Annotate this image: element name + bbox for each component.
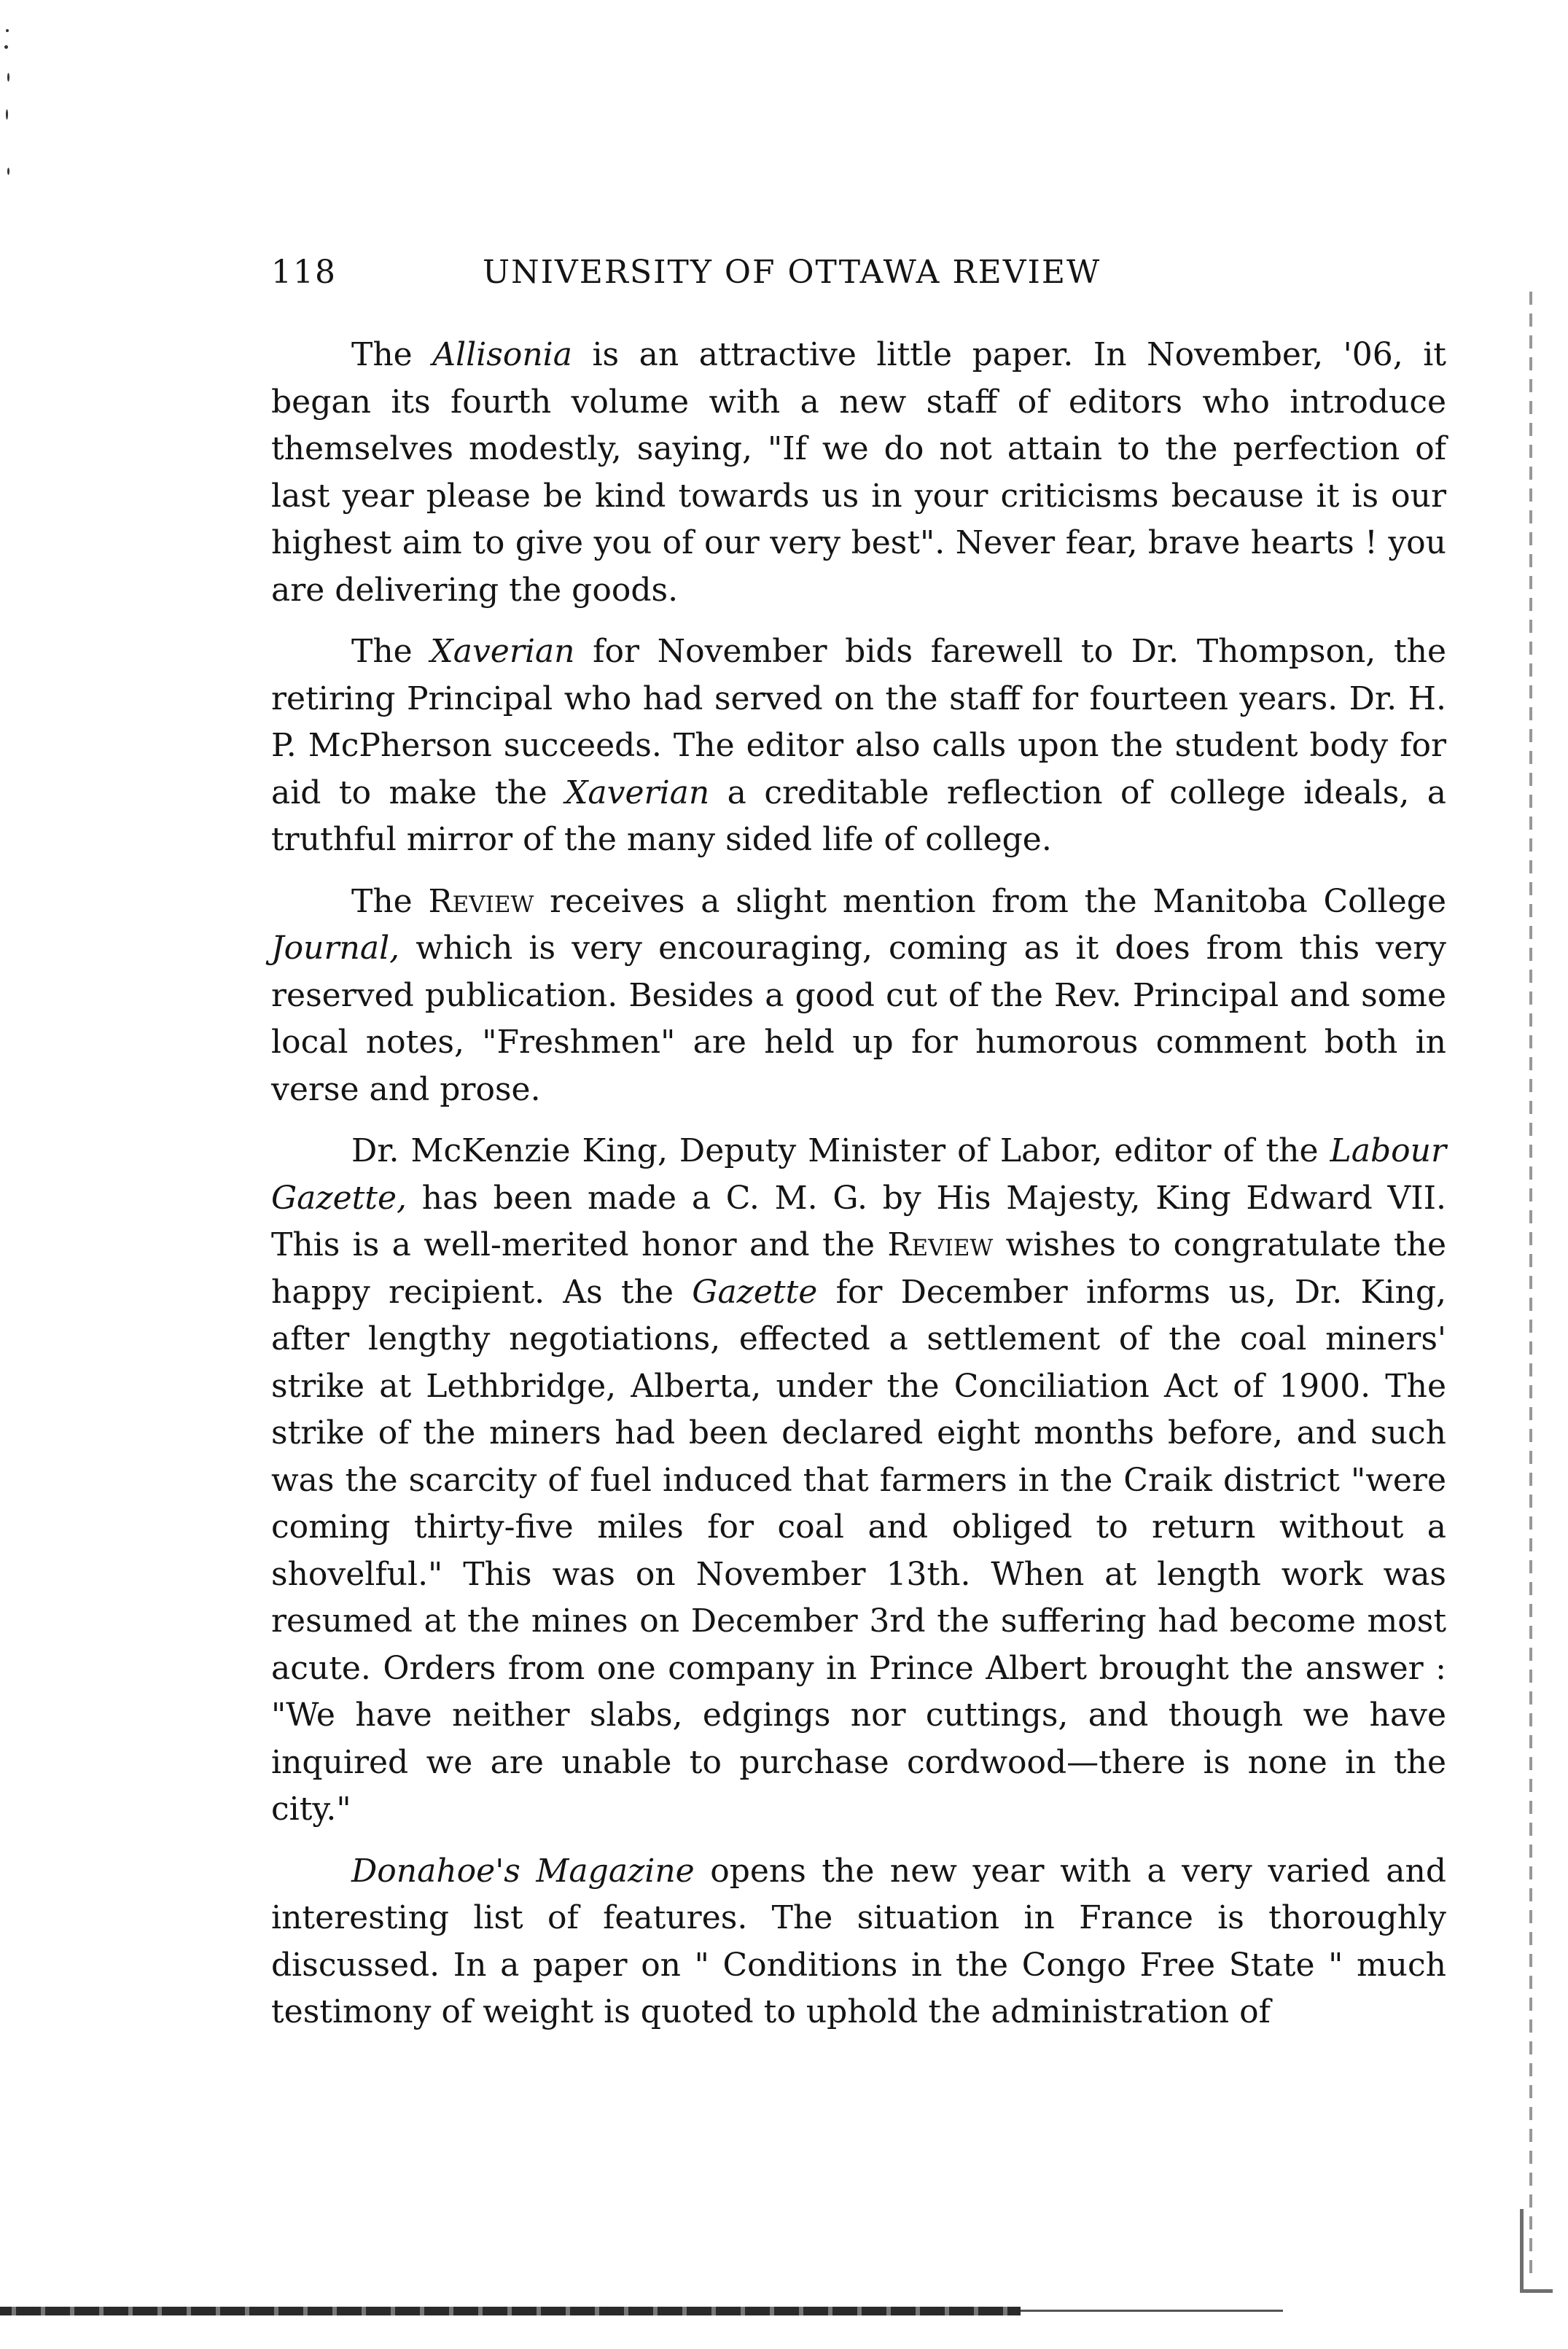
text-run: has been made a C. M. G. by His Majesty, King Edward VII. This is a well-merited honor and the [271, 1179, 1446, 1263]
journal-title-donahoes: Donahoe's Magazine [351, 1852, 695, 1890]
left-margin-specks [0, 29, 22, 204]
page-number: 118 [271, 254, 337, 291]
text-run: for November bids farewell to Dr. Thompson, the retiring Principal who had served on the staff for fourteen years. Dr. H. P. McPherson succeeds. The editor also calls upon the student body for aid to make the [271, 633, 1446, 811]
paragraph-xaverian [271, 628, 1446, 864]
journal-title-xaverian: Xaverian [430, 633, 575, 670]
paragraph-donahoes [271, 1848, 1446, 2036]
text-run: is an attractive little paper. In November, '06, it began its fourth volume with a new staff of editors who introduce themselves modestly, saying, "If we do not attain to the perfection of last year please be kind towards us in your criticisms because it is our highest aim to give you of our very best". Never fear, brave hearts ! you are delivering the goods. [271, 336, 1446, 609]
journal-title-journal: Journal, [271, 930, 400, 967]
text-run: for December informs us, Dr. King, after lengthy negotiations, effected a settlement of the coal miners' strike at Lethbridge, Alberta, under the Conciliation Act of 1900. The strike of the miners had been declared eight months before, and such was the scarcity of fuel induced that farmers in the Craik district "were coming thirty-five miles for coal and obliged to return without a shovelful." This was on November 13th. When at length work was resumed at the mines on December 3rd the suffering had become most acute. Orders from one company in Prince Albert brought the answer : "We have neither slabs, edgings nor cuttings, and though we have inquired we are unable to purchase cordwood—there is none in the city." [271, 1273, 1446, 1828]
text-run: which is very encouraging, coming as it does from this very reserved publication. Besides a good cut of the Rev. Principal and some local notes, "Freshmen" are held up for humorous comment both in verse and prose. [271, 930, 1446, 1108]
text-run: The [351, 336, 433, 373]
text-run: The [351, 633, 431, 670]
paragraph-mckenzie-king [271, 1128, 1446, 1834]
paragraph-review-mention [271, 879, 1446, 1114]
journal-title-xaverian-2: Xaverian [565, 774, 710, 811]
paragraph-allisonia [271, 332, 1446, 614]
page-header [271, 254, 1248, 305]
text-run: opens the new year with a very varied and interesting list of features. The situation in France is thoroughly discussed. In a paper on " Conditions in the Congo Free State " much testimony of weight is quoted to uphold the administration of [271, 1852, 1446, 2030]
journal-title-allisonia: Allisonia [432, 336, 572, 373]
bottom-right-corner-mark [1520, 2209, 1553, 2293]
bottom-rule [1021, 2310, 1283, 2312]
text-run: receives a slight mention from the Manitoba College [534, 882, 1447, 920]
article-body [271, 332, 1446, 2036]
text-run: a creditable reflection of college ideals, a truthful mirror of the many sided life of college. [271, 774, 1446, 858]
journal-title-gazette: Gazette [692, 1273, 818, 1311]
text-run: The [351, 882, 429, 920]
bottom-scan-strip [0, 2307, 1021, 2315]
review-small-caps: Review [887, 1226, 994, 1263]
running-title: UNIVERSITY OF OTTAWA REVIEW [483, 254, 1101, 291]
text-run: Dr. McKenzie King, Deputy Minister of Labor, editor of the [351, 1132, 1330, 1169]
journal-title-labour-gazette: Labour Gazette, [271, 1132, 1446, 1217]
right-margin-binding-edge [1529, 292, 1532, 2275]
text-run: wishes to congratulate the happy recipient. As the [271, 1226, 1446, 1311]
review-small-caps: Review [428, 882, 534, 920]
